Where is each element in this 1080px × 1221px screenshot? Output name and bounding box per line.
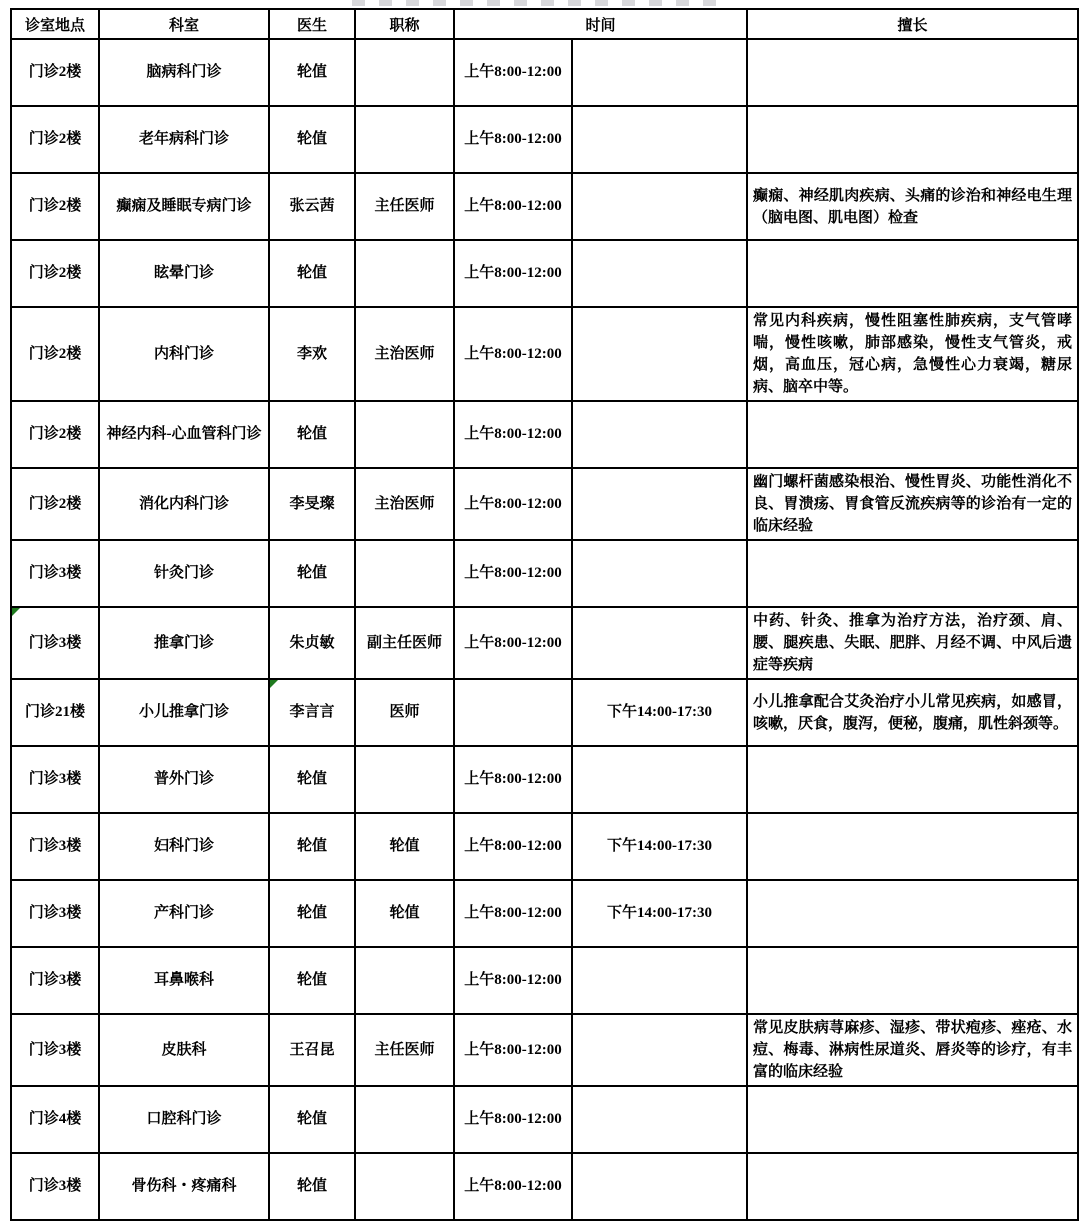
cell-specialty — [747, 540, 1078, 607]
cell-specialty — [747, 1086, 1078, 1153]
cell-location: 门诊3楼 — [11, 540, 99, 607]
cell-department: 普外门诊 — [99, 746, 269, 813]
table-row — [11, 947, 1078, 1014]
cell-afternoon: 下午14:00-17:30 — [572, 679, 747, 746]
cell-specialty: 常见皮肤病荨麻疹、湿疹、带状疱疹、痤疮、水痘、梅毒、淋病性尿道炎、唇炎等的诊疗，有丰富的临床经验 — [747, 1014, 1078, 1086]
cell-title — [355, 401, 454, 468]
cell-department: 小儿推拿门诊 — [99, 679, 269, 746]
cell-title — [355, 1153, 454, 1220]
cell-doctor: 李言言 — [269, 679, 355, 746]
cell-title — [355, 540, 454, 607]
cell-doctor: 轮值 — [269, 1153, 355, 1220]
cell-department: 骨伤科・疼痛科 — [99, 1153, 269, 1220]
table-row — [11, 106, 1078, 173]
cell-department: 癫痫及睡眠专病门诊 — [99, 173, 269, 240]
cell-doctor: 轮值 — [269, 1086, 355, 1153]
cell-specialty — [747, 1153, 1078, 1220]
cell-specialty — [747, 880, 1078, 947]
cell-doctor: 轮值 — [269, 401, 355, 468]
cell-specialty: 中药、针灸、推拿为治疗方法，治疗颈、肩、腰、腿疾患、失眠、肥胖、月经不调、中风后遗症等疾病 — [747, 607, 1078, 679]
table-row — [11, 607, 1078, 679]
cell-doctor: 轮值 — [269, 813, 355, 880]
cell-title: 主任医师 — [355, 173, 454, 240]
cell-location: 门诊2楼 — [11, 173, 99, 240]
cell-department: 针灸门诊 — [99, 540, 269, 607]
table-row — [11, 1153, 1078, 1220]
cell-morning: 上午8:00-12:00 — [454, 1014, 572, 1086]
cell-specialty — [747, 39, 1078, 106]
cell-department: 消化内科门诊 — [99, 468, 269, 540]
cell-afternoon — [572, 607, 747, 679]
table-row — [11, 307, 1078, 401]
cell-location: 门诊3楼 — [11, 1014, 99, 1086]
cell-morning: 上午8:00-12:00 — [454, 540, 572, 607]
cell-doctor: 轮值 — [269, 880, 355, 947]
cell-location: 门诊3楼 — [11, 1153, 99, 1220]
cell-location: 门诊3楼 — [11, 880, 99, 947]
cell-title: 医师 — [355, 679, 454, 746]
cell-doctor: 轮值 — [269, 240, 355, 307]
cell-department: 老年病科门诊 — [99, 106, 269, 173]
cell-morning: 上午8:00-12:00 — [454, 39, 572, 106]
cell-title: 轮值 — [355, 813, 454, 880]
cell-afternoon — [572, 468, 747, 540]
cell-specialty: 幽门螺杆菌感染根治、慢性胃炎、功能性消化不良、胃溃疡、胃食管反流疾病等的诊治有一定的临床经验 — [747, 468, 1078, 540]
table-row — [11, 173, 1078, 240]
cell-morning: 上午8:00-12:00 — [454, 307, 572, 401]
cell-department: 耳鼻喉科 — [99, 947, 269, 1014]
cell-title: 主治医师 — [355, 468, 454, 540]
cell-morning: 上午8:00-12:00 — [454, 1153, 572, 1220]
cell-doctor: 朱贞敏 — [269, 607, 355, 679]
cell-location: 门诊2楼 — [11, 106, 99, 173]
clipped-title-remnant — [352, 0, 720, 6]
cell-specialty — [747, 813, 1078, 880]
table-row — [11, 540, 1078, 607]
cell-department: 皮肤科 — [99, 1014, 269, 1086]
header-specialty: 擅长 — [747, 9, 1078, 39]
cell-doctor: 张云茜 — [269, 173, 355, 240]
cell-afternoon — [572, 401, 747, 468]
cell-afternoon — [572, 746, 747, 813]
cell-morning — [454, 679, 572, 746]
cell-location: 门诊3楼 — [11, 746, 99, 813]
cell-afternoon — [572, 1153, 747, 1220]
cell-afternoon — [572, 307, 747, 401]
table-header — [11, 9, 1078, 39]
header-doctor: 医生 — [269, 9, 355, 39]
table-row — [11, 746, 1078, 813]
cell-afternoon — [572, 106, 747, 173]
cell-department: 口腔科门诊 — [99, 1086, 269, 1153]
cell-location: 门诊3楼 — [11, 813, 99, 880]
cell-doctor: 轮值 — [269, 39, 355, 106]
cell-corner-marker-icon — [270, 680, 278, 688]
table-row — [11, 679, 1078, 746]
cell-specialty — [747, 401, 1078, 468]
cell-department: 推拿门诊 — [99, 607, 269, 679]
cell-afternoon — [572, 947, 747, 1014]
cell-title — [355, 746, 454, 813]
cell-title — [355, 39, 454, 106]
cell-afternoon — [572, 1014, 747, 1086]
cell-location: 门诊21楼 — [11, 679, 99, 746]
header-time: 时间 — [454, 9, 747, 39]
cell-title: 副主任医师 — [355, 607, 454, 679]
cell-location: 门诊2楼 — [11, 240, 99, 307]
outpatient-schedule-table — [10, 8, 1079, 1221]
cell-location: 门诊2楼 — [11, 468, 99, 540]
cell-afternoon — [572, 1086, 747, 1153]
cell-afternoon — [572, 540, 747, 607]
cell-specialty — [747, 240, 1078, 307]
cell-title — [355, 947, 454, 1014]
cell-afternoon — [572, 240, 747, 307]
cell-morning: 上午8:00-12:00 — [454, 746, 572, 813]
table-row — [11, 240, 1078, 307]
cell-location: 门诊2楼 — [11, 307, 99, 401]
table-row — [11, 468, 1078, 540]
table-row — [11, 1014, 1078, 1086]
cell-department: 妇科门诊 — [99, 813, 269, 880]
cell-department: 眩晕门诊 — [99, 240, 269, 307]
cell-morning: 上午8:00-12:00 — [454, 468, 572, 540]
cell-afternoon: 下午14:00-17:30 — [572, 813, 747, 880]
cell-title — [355, 1086, 454, 1153]
cell-doctor: 王召昆 — [269, 1014, 355, 1086]
cell-doctor: 轮值 — [269, 540, 355, 607]
cell-afternoon — [572, 173, 747, 240]
cell-morning: 上午8:00-12:00 — [454, 106, 572, 173]
header-location: 诊室地点 — [11, 9, 99, 39]
header-title: 职称 — [355, 9, 454, 39]
cell-department: 产科门诊 — [99, 880, 269, 947]
cell-afternoon — [572, 39, 747, 106]
cell-location: 门诊3楼 — [11, 947, 99, 1014]
cell-title — [355, 240, 454, 307]
cell-morning: 上午8:00-12:00 — [454, 607, 572, 679]
cell-title — [355, 106, 454, 173]
cell-morning: 上午8:00-12:00 — [454, 947, 572, 1014]
cell-morning: 上午8:00-12:00 — [454, 173, 572, 240]
table-row — [11, 880, 1078, 947]
cell-doctor: 轮值 — [269, 746, 355, 813]
cell-doctor: 轮值 — [269, 947, 355, 1014]
cell-specialty: 小儿推拿配合艾灸治疗小儿常见疾病，如感冒，咳嗽，厌食，腹泻，便秘，腹痛，肌性斜颈等。 — [747, 679, 1078, 746]
cell-corner-marker-icon — [12, 608, 20, 616]
cell-afternoon: 下午14:00-17:30 — [572, 880, 747, 947]
cell-title: 轮值 — [355, 880, 454, 947]
cell-specialty — [747, 746, 1078, 813]
table-row — [11, 1086, 1078, 1153]
table-body — [11, 39, 1078, 1220]
cell-department: 神经内科-心血管科门诊 — [99, 401, 269, 468]
cell-department: 内科门诊 — [99, 307, 269, 401]
cell-specialty — [747, 106, 1078, 173]
cell-morning: 上午8:00-12:00 — [454, 240, 572, 307]
table-row — [11, 39, 1078, 106]
cell-doctor: 李欢 — [269, 307, 355, 401]
cell-title: 主任医师 — [355, 1014, 454, 1086]
cell-specialty: 常见内科疾病，慢性阻塞性肺疾病，支气管哮喘，慢性咳嗽，肺部感染，慢性支气管炎，戒烟，高血压，冠心病，急慢性心力衰竭，糖尿病、脑卒中等。 — [747, 307, 1078, 401]
cell-morning: 上午8:00-12:00 — [454, 1086, 572, 1153]
header-row — [11, 9, 1078, 39]
cell-title: 主治医师 — [355, 307, 454, 401]
header-department: 科室 — [99, 9, 269, 39]
cell-specialty: 癫痫、神经肌肉疾病、头痛的诊治和神经电生理（脑电图、肌电图）检查 — [747, 173, 1078, 240]
cell-location: 门诊2楼 — [11, 39, 99, 106]
cell-morning: 上午8:00-12:00 — [454, 401, 572, 468]
cell-location: 门诊2楼 — [11, 401, 99, 468]
cell-doctor: 轮值 — [269, 106, 355, 173]
cell-specialty — [747, 947, 1078, 1014]
table-row — [11, 401, 1078, 468]
table-row — [11, 813, 1078, 880]
cell-location: 门诊4楼 — [11, 1086, 99, 1153]
cell-location: 门诊3楼 — [11, 607, 99, 679]
cell-morning: 上午8:00-12:00 — [454, 813, 572, 880]
cell-morning: 上午8:00-12:00 — [454, 880, 572, 947]
cell-doctor: 李旻璨 — [269, 468, 355, 540]
cell-department: 脑病科门诊 — [99, 39, 269, 106]
